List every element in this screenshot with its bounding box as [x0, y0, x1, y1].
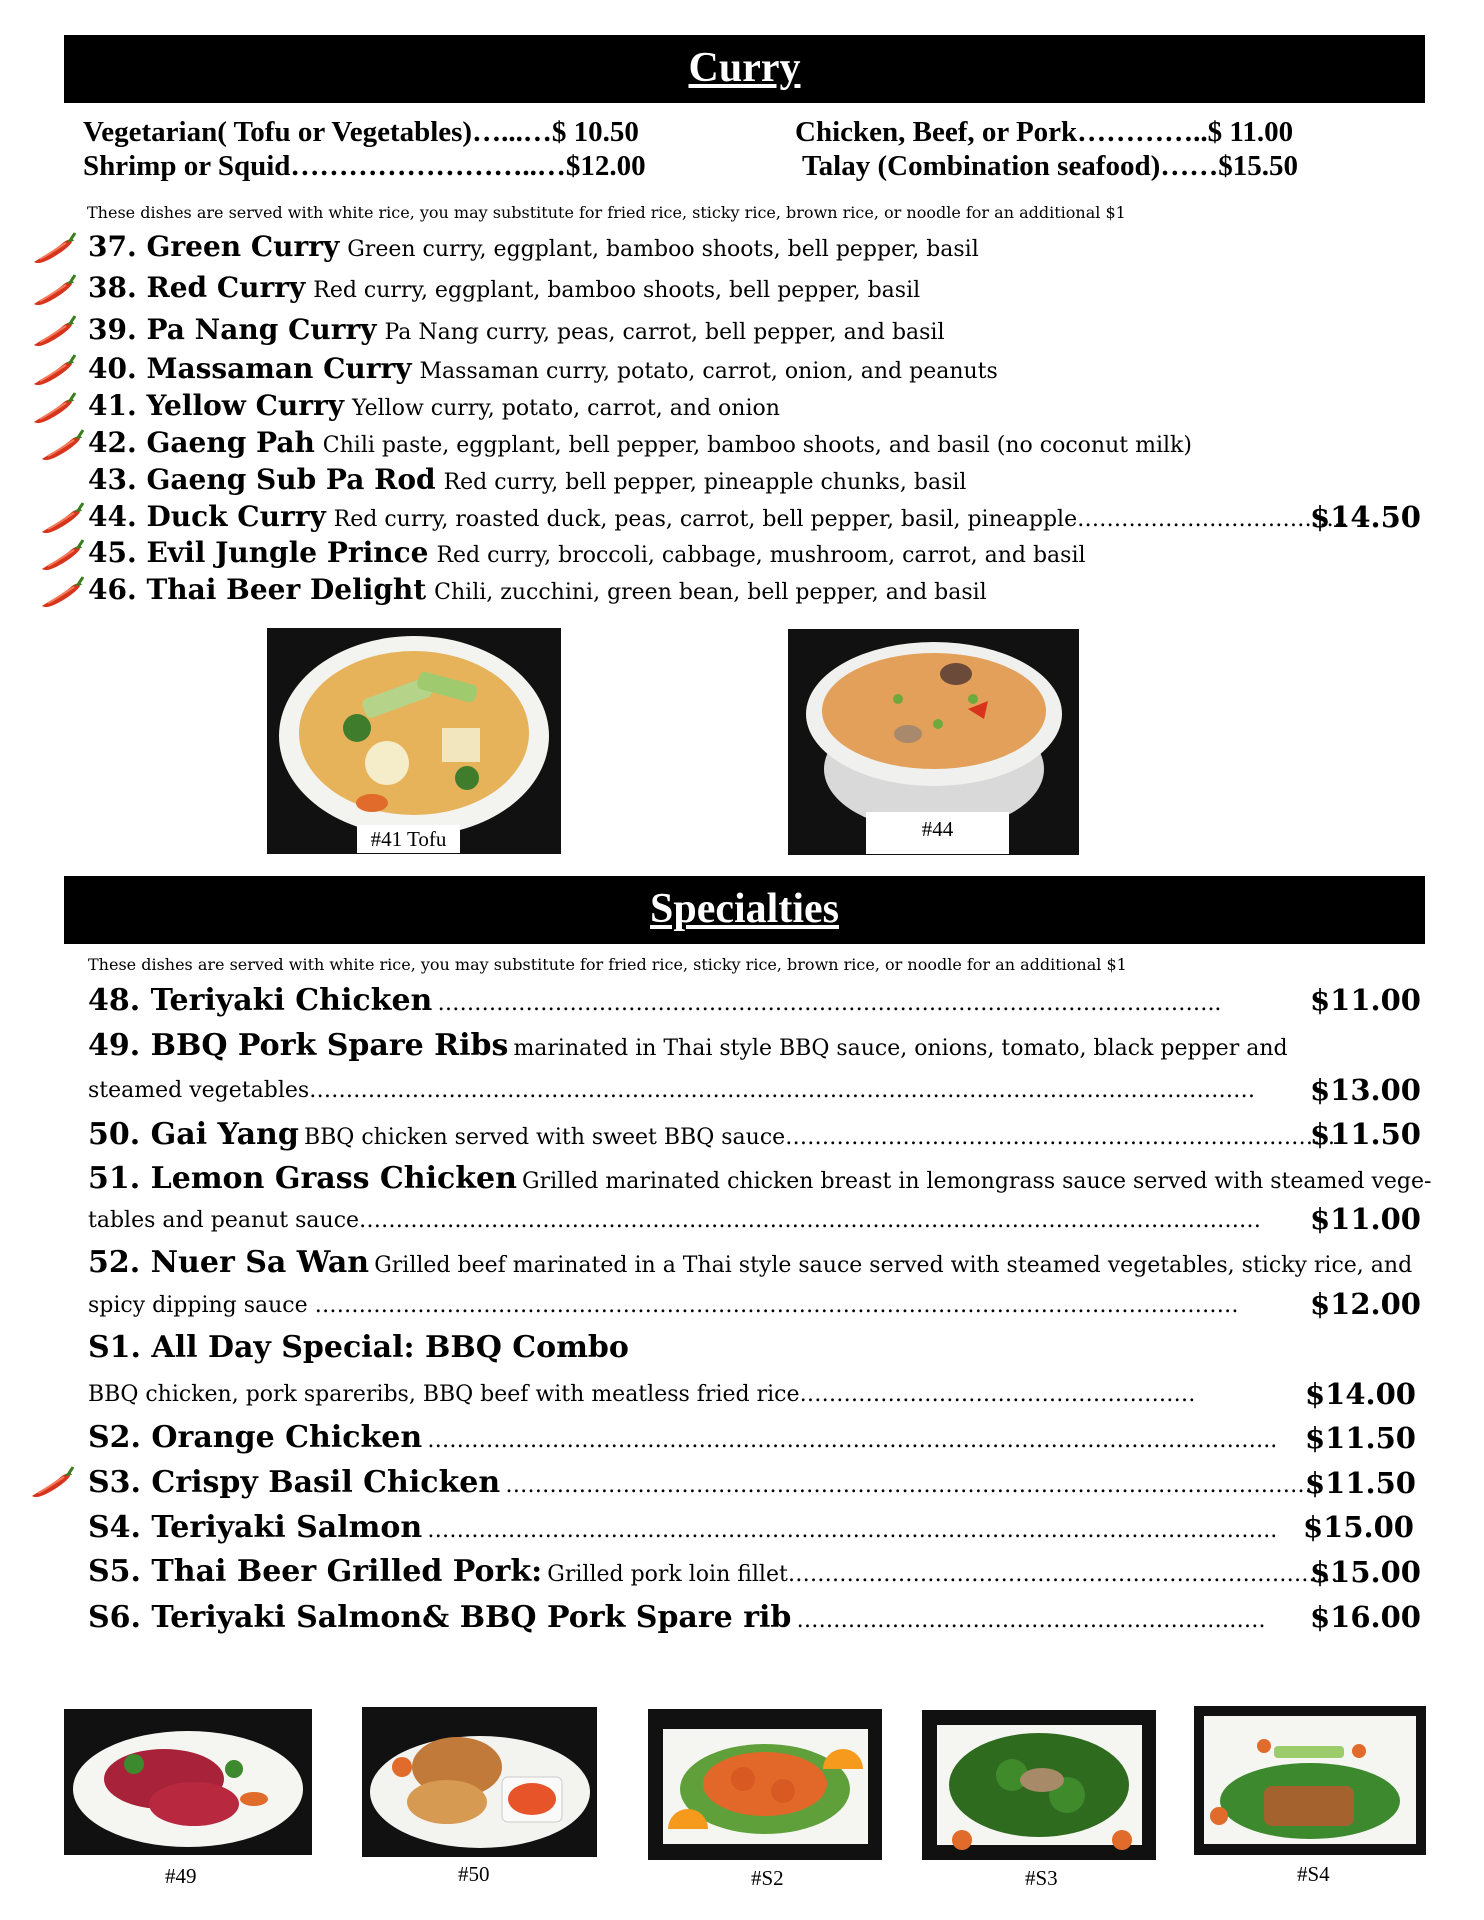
menu-item-37 [88, 232, 979, 265]
menu-item-s4 [88, 1510, 1277, 1545]
specialties-section-title: Specialties [64, 876, 1425, 944]
item-price: $14.50 [1310, 500, 1421, 534]
item-desc: …………………………………………………………………………………………….. [437, 991, 1222, 1016]
item-name: 42. Gaeng Pah [88, 426, 315, 459]
item-desc: …………………………………………………………………………………………………….. [427, 1428, 1278, 1453]
item-desc: Pa Nang curry, peas, carrot, bell pepper, and basil [384, 320, 945, 345]
item-name: S3. Crispy Basil Chicken [88, 1465, 501, 1500]
menu-item-s1 [88, 1330, 629, 1365]
price-meat: Chicken, Beef, or Pork…………..$ 11.00 [795, 116, 1294, 148]
item-name: 37. Green Curry [88, 230, 340, 263]
photo-caption: #S4 [1297, 1862, 1330, 1886]
photo-caption: #41 Tofu [357, 825, 460, 853]
chili-spicy-icon [38, 429, 84, 463]
item-desc: ………………………………………………………. [796, 1608, 1266, 1633]
food-plate-image [922, 1710, 1156, 1860]
item-desc: Chili, zucchini, green bean, bell pepper, and basil [434, 580, 987, 605]
menu-item-40 [88, 354, 998, 387]
menu-item-s5 [88, 1554, 1338, 1589]
item-name: S6. Teriyaki Salmon& BBQ Pork Spare rib [88, 1600, 792, 1635]
menu-item-s3 [88, 1465, 1319, 1500]
price-vegetarian: Vegetarian( Tofu or Vegetables)…...…$ 10.50 [83, 116, 639, 148]
menu-item-45 [88, 538, 1086, 571]
food-plate-image [648, 1709, 882, 1860]
item-desc: Green curry, eggplant, bamboo shoots, bell pepper, basil [347, 237, 979, 262]
item-name: 46. Thai Beer Delight [88, 573, 427, 606]
item-desc: Chili paste, eggplant, bell pepper, bamboo shoots, and basil (no coconut milk) [322, 433, 1192, 458]
chili-spicy-icon [30, 232, 76, 266]
item-price: $11.00 [1310, 983, 1421, 1017]
item-name: S2. Orange Chicken [88, 1420, 423, 1455]
specialties-rice-note: These dishes are served with white rice, you may substitute for fried rice, sticky rice, brown rice, or noodle for an additional $1 [88, 955, 1127, 974]
item-price: $12.00 [1310, 1287, 1421, 1321]
menu-item-41 [88, 391, 780, 424]
menu-item-50 [88, 1117, 1335, 1152]
item-name: 40. Massaman Curry [88, 352, 412, 385]
food-plate-image [267, 628, 561, 854]
menu-item-52 [88, 1245, 1412, 1280]
item-name: 43. Gaeng Sub Pa Rod [88, 463, 436, 496]
photo-caption: #49 [165, 1864, 197, 1888]
item-name: 52. Nuer Sa Wan [88, 1245, 370, 1280]
chili-spicy-icon [30, 315, 76, 349]
menu-item-42 [88, 428, 1192, 461]
item-price: $15.00 [1303, 1510, 1414, 1544]
item-price: $11.50 [1305, 1466, 1416, 1500]
item-price: $15.00 [1310, 1555, 1421, 1589]
item-desc: Red curry, roasted duck, peas, carrot, bell pepper, basil, pineapple………………………………. [333, 507, 1349, 532]
menu-item-43 [88, 465, 966, 498]
item-desc: Red curry, broccoli, cabbage, mushroom, carrot, and basil [436, 543, 1086, 568]
item-name: 45. Evil Jungle Prince [88, 536, 429, 569]
item-price: $11.00 [1310, 1202, 1421, 1236]
food-plate-image [1194, 1706, 1426, 1855]
photo-41-tofu [267, 628, 561, 854]
item-desc: Massaman curry, potato, carrot, onion, and peanuts [419, 359, 998, 384]
photo-49 [64, 1709, 312, 1855]
menu-item-38 [88, 273, 920, 306]
menu-item-48 [88, 983, 1221, 1018]
item-price: $11.50 [1305, 1421, 1416, 1455]
item-desc-continued: BBQ chicken, pork spareribs, BBQ beef with meatless fried rice……………………………………………… [88, 1382, 1196, 1407]
chili-spicy-icon [30, 354, 76, 388]
photo-caption: #50 [458, 1862, 490, 1886]
item-name: 49. BBQ Pork Spare Ribs [88, 1028, 509, 1063]
menu-item-44 [88, 502, 1348, 535]
menu-item-s6 [88, 1600, 1265, 1635]
item-desc-continued: spicy dipping sauce ……………………………………………………………………………………………………………… [88, 1293, 1239, 1318]
photo-s4 [1194, 1706, 1426, 1855]
menu-item-49 [88, 1028, 1288, 1063]
item-name: 38. Red Curry [88, 271, 306, 304]
curry-rice-note: These dishes are served with white rice, you may substitute for fried rice, sticky rice, brown rice, or noodle for an additional $1 [87, 203, 1126, 222]
item-desc: Grilled marinated chicken breast in lemongrass sauce served with steamed vege- [522, 1169, 1432, 1194]
menu-item-s2 [88, 1420, 1277, 1455]
item-price: $11.50 [1310, 1117, 1421, 1151]
chili-spicy-icon [38, 502, 84, 536]
item-name: 44. Duck Curry [88, 500, 326, 533]
item-desc: Grilled pork loin fillet………………………………………………………………… [547, 1562, 1338, 1587]
chili-spicy-icon [38, 576, 84, 610]
chili-spicy-icon [28, 1466, 74, 1500]
item-name: 50. Gai Yang [88, 1117, 299, 1152]
item-desc-continued: tables and peanut sauce…………………………………………………………………………………………………………… [88, 1208, 1262, 1233]
item-desc: Red curry, eggplant, bamboo shoots, bell pepper, basil [313, 278, 921, 303]
food-plate-image [362, 1707, 597, 1857]
item-desc: Grilled beef marinated in a Thai style sauce served with steamed vegetables, sticky rice, and [374, 1253, 1413, 1278]
menu-item-46 [88, 575, 987, 608]
photo-50 [362, 1707, 597, 1857]
photo-caption: #44 [866, 812, 1009, 854]
item-desc: …………………………………………………………………………………………………….. [427, 1518, 1278, 1543]
item-price: $13.00 [1310, 1073, 1421, 1107]
item-desc-continued: steamed vegetables………………………………………………………………………………………………………………… [88, 1078, 1256, 1103]
curry-section-title: Curry [64, 35, 1425, 103]
price-talay: Talay (Combination seafood)……$15.50 [802, 150, 1299, 182]
photo-s3 [922, 1710, 1156, 1860]
photo-s2 [648, 1709, 882, 1860]
item-desc: Yellow curry, potato, carrot, and onion [352, 396, 780, 421]
menu-item-51 [88, 1161, 1431, 1196]
chili-spicy-icon [30, 274, 76, 308]
price-shrimp-squid: Shrimp or Squid……………………..…$12.00 [83, 150, 646, 182]
item-name: 39. Pa Nang Curry [88, 313, 377, 346]
item-name: S4. Teriyaki Salmon [88, 1510, 423, 1545]
photo-caption: #S2 [751, 1866, 784, 1890]
item-desc: BBQ chicken served with sweet BBQ sauce………………………………………………………………… [303, 1125, 1336, 1150]
item-desc: Red curry, bell pepper, pineapple chunks, basil [443, 470, 967, 495]
chili-spicy-icon [38, 539, 84, 573]
chili-spicy-icon [30, 392, 76, 426]
item-price: $14.00 [1305, 1377, 1416, 1411]
item-name: 51. Lemon Grass Chicken [88, 1161, 517, 1196]
item-desc: marinated in Thai style BBQ sauce, onions, tomato, black pepper and [513, 1036, 1288, 1061]
item-desc: ………………………………………………………………………………………………… [505, 1473, 1320, 1498]
item-price: $16.00 [1310, 1600, 1421, 1634]
food-plate-image [64, 1709, 312, 1855]
menu-item-39 [88, 315, 945, 348]
item-name: S5. Thai Beer Grilled Pork: [88, 1554, 543, 1589]
item-name: 48. Teriyaki Chicken [88, 983, 433, 1018]
item-name: S1. All Day Special: BBQ Combo [88, 1330, 629, 1365]
item-name: 41. Yellow Curry [88, 389, 345, 422]
photo-caption: #S3 [1025, 1866, 1058, 1890]
